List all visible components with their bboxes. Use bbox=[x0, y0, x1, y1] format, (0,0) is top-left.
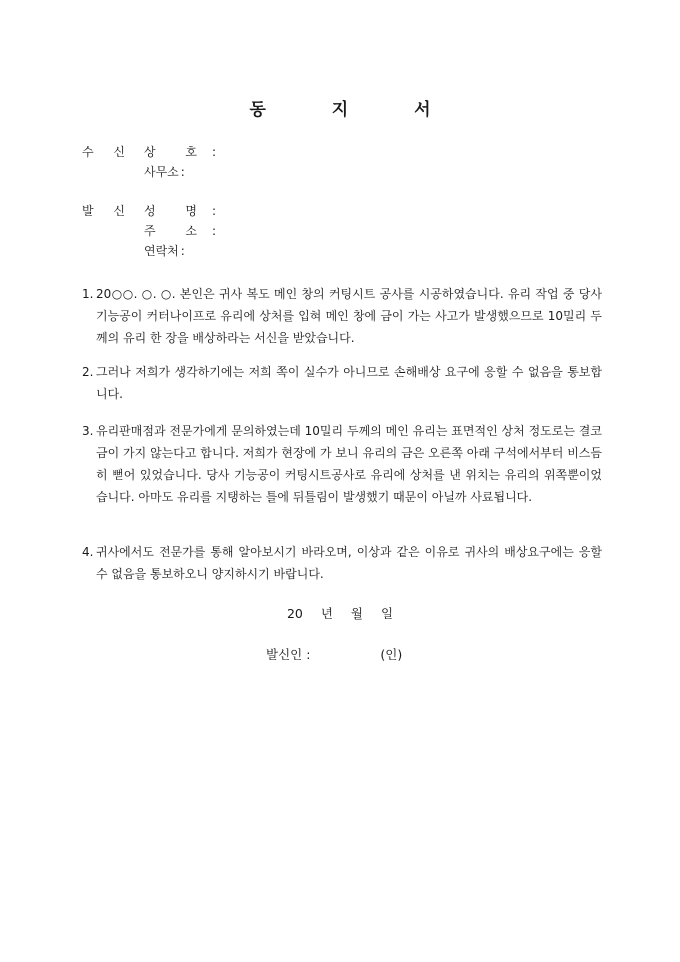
paragraph-number: 4. bbox=[82, 545, 94, 559]
recipient-office-label: 사무소 bbox=[144, 165, 179, 179]
signature-label: 발신인 : bbox=[266, 647, 311, 662]
paragraph-3 bbox=[82, 420, 602, 508]
seal-mark: (인) bbox=[380, 647, 403, 662]
sender-address-colon: : bbox=[212, 224, 217, 238]
sender-name-label: 성 명 bbox=[144, 204, 210, 218]
recipient-office-colon: : bbox=[180, 165, 185, 179]
recipient-row-company bbox=[82, 143, 216, 161]
paragraph-number: 2. bbox=[82, 365, 94, 379]
sender-contact-label: 연락처 bbox=[144, 244, 179, 258]
recipient-company-colon: : bbox=[212, 145, 217, 159]
recipient-company-label: 상 호 bbox=[144, 145, 210, 159]
paragraph-1 bbox=[82, 283, 602, 349]
paragraph-text: 유리판매점과 전문가에게 문의하였는데 10밀리 두께의 메인 유리는 표면적인 상처 정도로는 결코 금이 가지 않는다고 합니다. 저희가 현장에 가 보니 유리의 금은 오른쪽 아래 구석에서부터 비스듬히 뻗어 있었습니다. 당사 기능공이 커팅시트공사로 유리에 상처를 낸 위치는 유리의 위쪽뿐이었습니다. 아마도 유리를 지탱하는 틀에 뒤틀림이 발생했기 때문이 아닐까 사료됩니다. bbox=[96, 424, 602, 504]
sender-address-label: 주 소 bbox=[144, 224, 210, 238]
paragraph-text: 그러나 저희가 생각하기에는 저희 쪽이 실수가 아니므로 손해배상 요구에 응할 수 없음을 통보합니다. bbox=[96, 365, 602, 401]
paragraph-4 bbox=[82, 541, 602, 585]
sender-group-label: 발 신 bbox=[82, 204, 133, 218]
paragraph-text: 귀사에서도 전문가를 통해 알아보시기 바라오며, 이상과 같은 이유로 귀사의 배상요구에는 응할 수 없음을 통보하오니 양지하시기 바랍니다. bbox=[96, 545, 602, 581]
recipient-group-label: 수 신 bbox=[82, 145, 133, 159]
sender-row-contact bbox=[82, 242, 185, 260]
paragraph-number: 3. bbox=[82, 424, 94, 438]
document-title: 동 지 서 bbox=[249, 100, 461, 120]
sender-contact-colon: : bbox=[180, 244, 185, 258]
paragraph-number: 1. bbox=[82, 287, 94, 301]
document-date: 20 년 월 일 bbox=[286, 606, 394, 621]
paragraph-text: 20○○. ○. ○. 본인은 귀사 복도 메인 창의 커팅시트 공사를 시공하였습니다. 유리 작업 중 당사 기능공이 커터나이프로 유리에 상처를 입혀 메인 창에 금이 가는 사고가 발생했으므로 10밀리 두께의 유리 한 장을 배상하라는 서신을 받았습니다. bbox=[96, 287, 602, 345]
signature-line bbox=[266, 645, 402, 663]
sender-row-address bbox=[82, 222, 216, 240]
recipient-row-office bbox=[82, 163, 185, 181]
paragraph-2 bbox=[82, 361, 602, 405]
sender-name-colon: : bbox=[212, 204, 217, 218]
sender-row-name bbox=[82, 202, 216, 220]
